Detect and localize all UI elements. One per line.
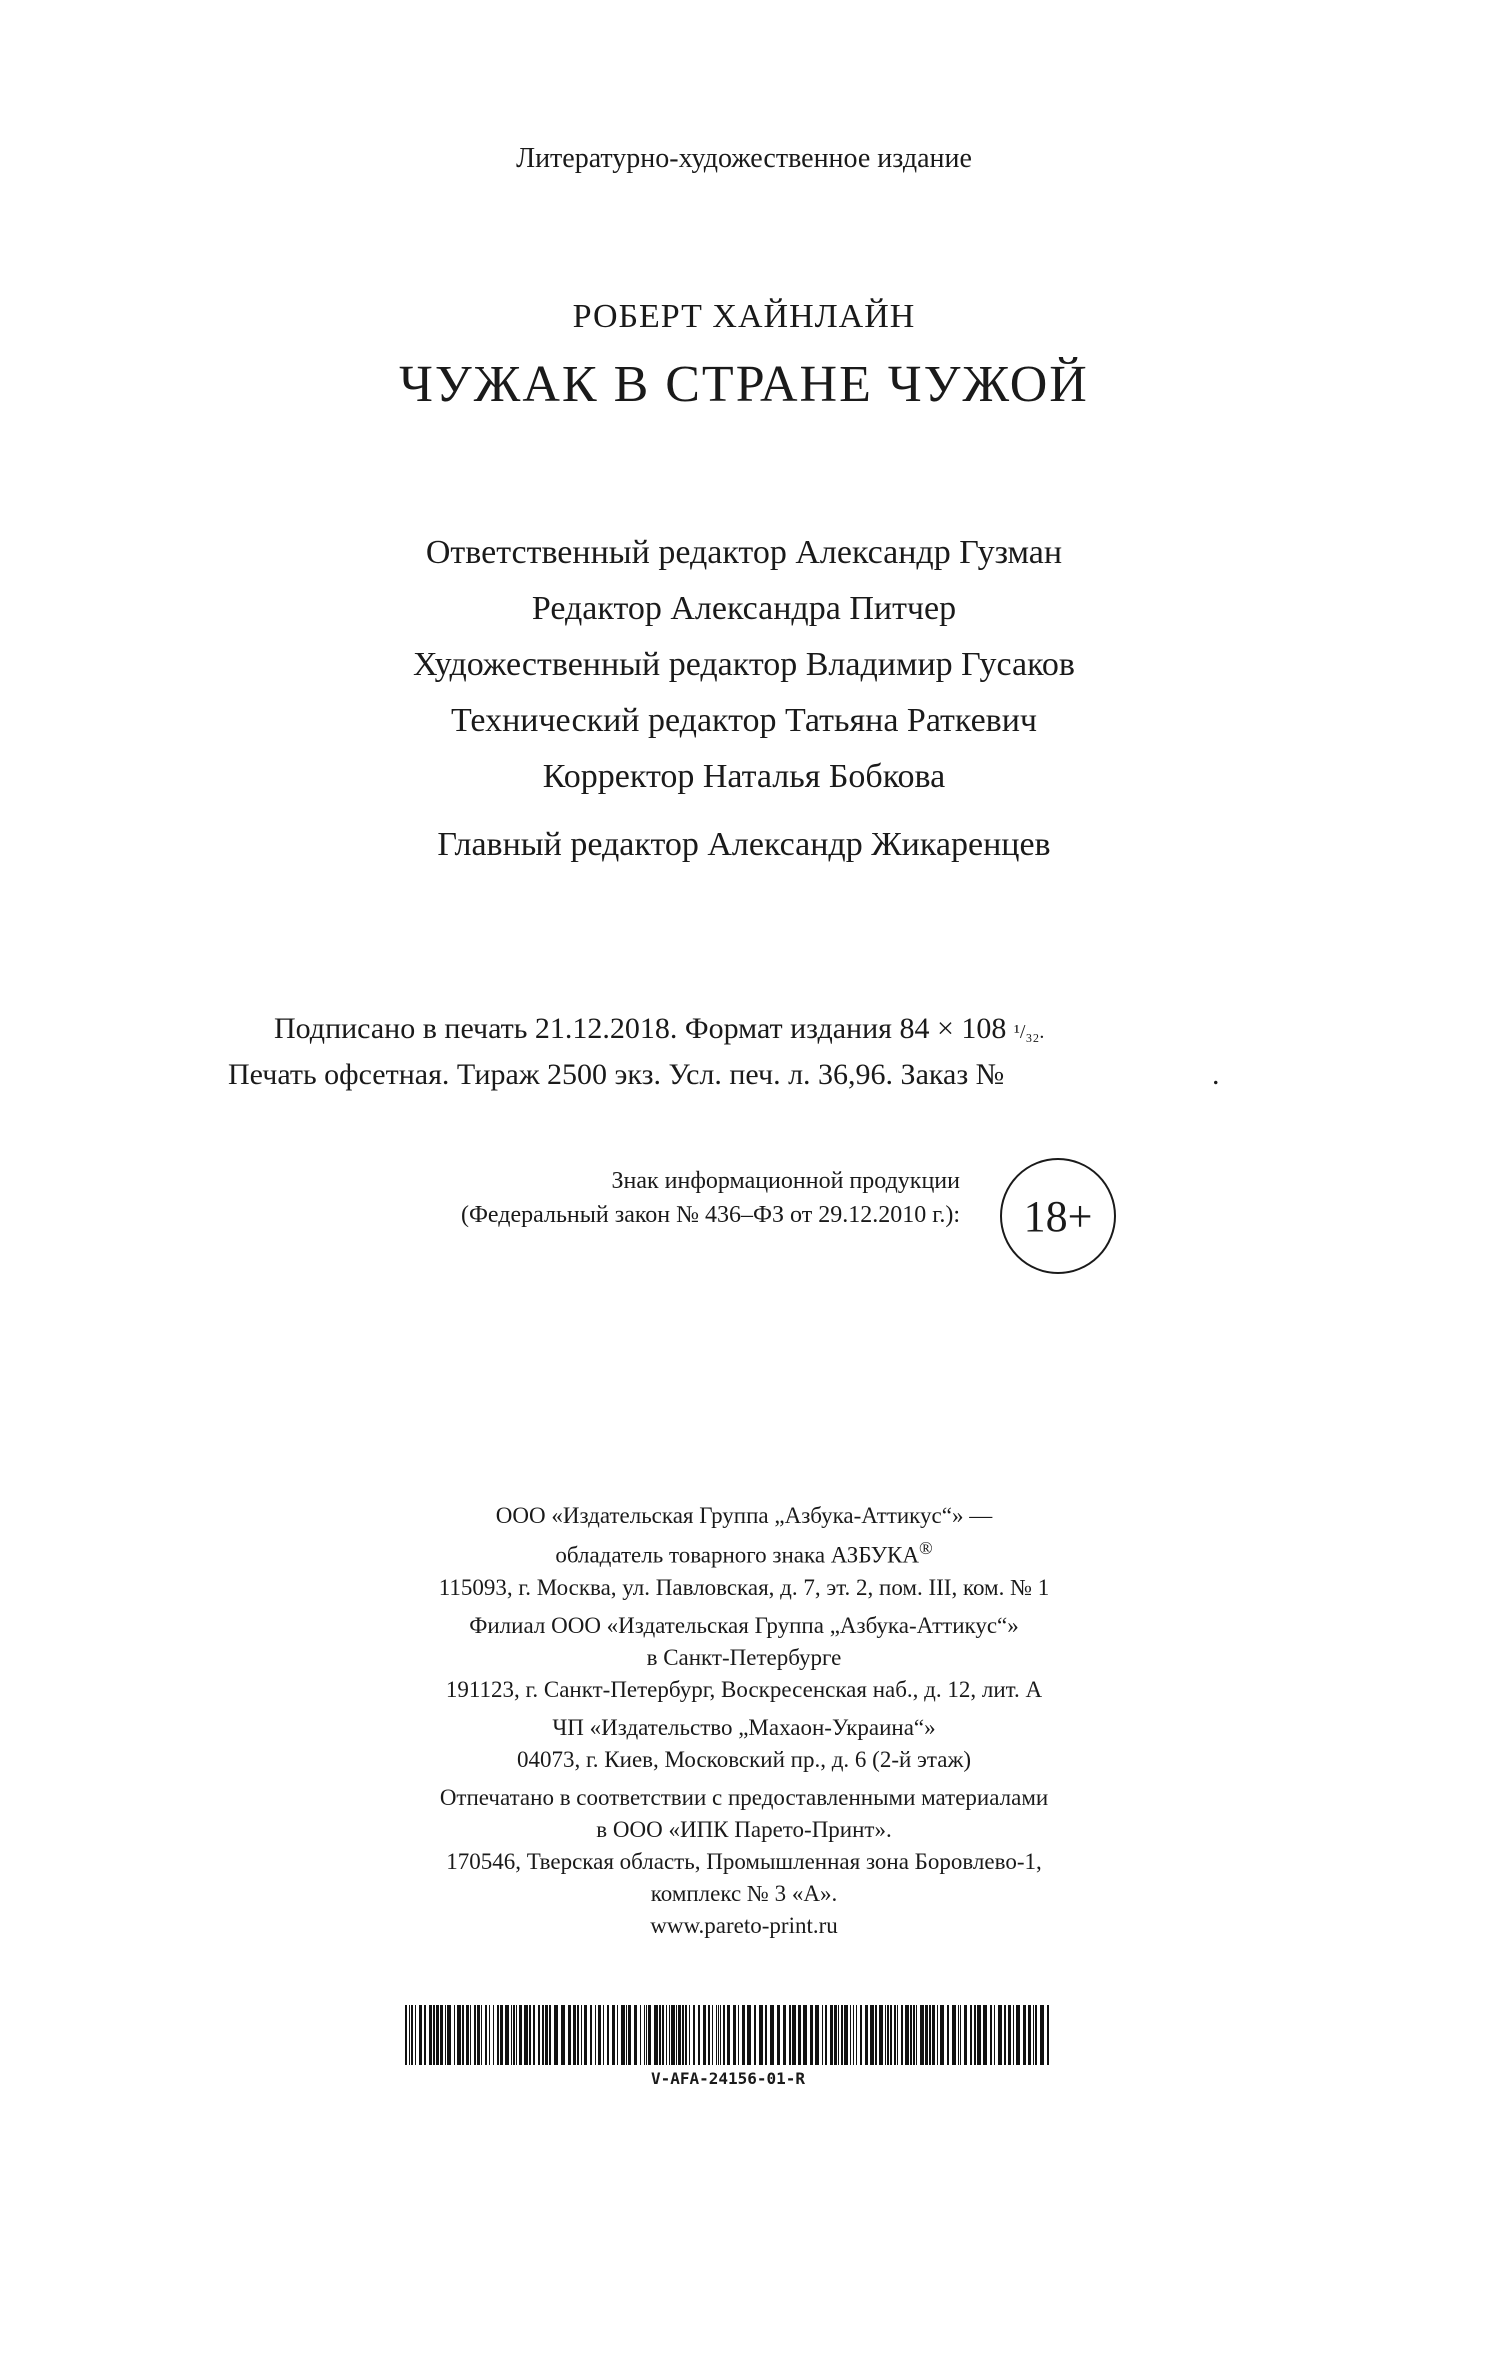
publisher-line: в Санкт-Петербурге [646, 1644, 842, 1670]
publisher-line: 04073, г. Киев, Московский пр., д. 6 (2-й этаж) [516, 1746, 972, 1772]
credit-line: Технический редактор Татьяна Раткевич [450, 702, 1038, 739]
registered-mark: ® [918, 1538, 933, 1558]
age-label-line: Знак информационной продукции [611, 1168, 960, 1194]
imprint-line-1 [274, 1012, 1044, 1046]
credits-list [0, 525, 1488, 873]
publisher-line: ЧП «Издательство „Махаон-Украина“» [552, 1714, 936, 1740]
chief-editor: Главный редактор Александр Жикаренцев [437, 826, 1051, 863]
publisher-line: ООО «Издательская Группа „Азбука-Аттикус“» — [495, 1503, 993, 1528]
imprint-line-2: Печать офсетная. Тираж 2500 экз. Усл. печ. л. 36,96. Заказ № [228, 1058, 1005, 1091]
credit-line: Художественный редактор Владимир Гусаков [413, 646, 1075, 683]
age-label-line: (Федеральный закон № 436–ФЗ от 29.12.2010 г.): [460, 1202, 960, 1228]
barcode-code: V-AFA-24156-01-R [650, 2069, 806, 2088]
barcode-image [403, 2005, 1053, 2065]
publisher-line: 191123, г. Санкт-Петербург, Воскресенская наб., д. 12, лит. А [445, 1676, 1043, 1702]
age-label-text [340, 1164, 960, 1232]
printer-website: www.pareto-print.ru [650, 1912, 838, 1938]
trademark-text: обладатель товарного знака АЗБУКА [555, 1542, 919, 1568]
credit-line: Ответственный редактор Александр Гузман [425, 534, 1063, 571]
publisher-line: комплекс № 3 «А». [650, 1880, 838, 1906]
imprint-line-2-trailing: . [1212, 1058, 1220, 1091]
publisher-line: 115093, г. Москва, ул. Павловская, д. 7, эт. 2, пом. III, ком. № 1 [438, 1574, 1050, 1600]
credit-line: Редактор Александра Питчер [531, 590, 957, 627]
credit-line: Корректор Наталья Бобкова [542, 758, 946, 795]
publisher-line: Филиал ООО «Издательская Группа „Азбука-Аттикус“» [469, 1612, 1019, 1638]
publisher-line [0, 1532, 1488, 1572]
imprint-format-fraction: ¹/₃₂. [1013, 1021, 1045, 1043]
publisher-line: Отпечатано в соответствии с предоставленными материалами [439, 1784, 1049, 1810]
book-title: ЧУЖАК В СТРАНЕ ЧУЖОЙ [399, 356, 1089, 413]
edition-type: Литературно-художественное издание [516, 143, 972, 174]
imprint-signed-format: Подписано в печать 21.12.2018. Формат издания 84 × 108 [274, 1012, 1014, 1045]
publisher-info [0, 1500, 1488, 1942]
publisher-line: 170546, Тверская область, Промышленная зона Боровлево-1, [446, 1848, 1042, 1874]
age-rating-badge: 18+ [1000, 1158, 1116, 1274]
publisher-line: в ООО «ИПК Парето-Принт». [596, 1816, 892, 1842]
book-author: РОБЕРТ ХАЙНЛАЙН [572, 298, 916, 335]
barcode-block [403, 2005, 1053, 2088]
